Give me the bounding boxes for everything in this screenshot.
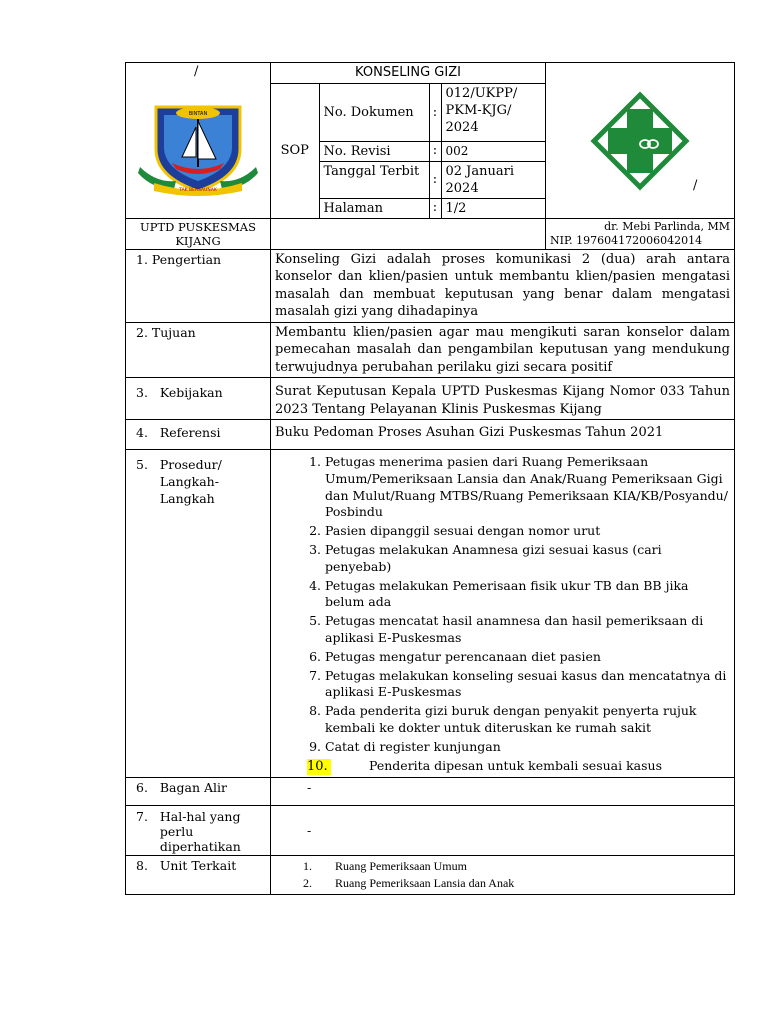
label-hal: 7. Hal-hal yang perlu diperhatikan (126, 806, 271, 856)
unit-list (275, 858, 730, 892)
left-logo-cell (126, 63, 271, 219)
document-title: KONSELING GIZI (271, 63, 545, 83)
signer-block (546, 218, 735, 249)
label-pengertian: 1. Pengertian (126, 249, 271, 322)
meta-sep-halaman: : (429, 198, 441, 218)
label-tujuan: 2. Tujuan (126, 322, 271, 378)
meta-sep-tanggal: : (429, 161, 441, 198)
step-item: 3. Petugas melakukan Anamnesa gizi sesuai kasus (cari penyebab) (325, 542, 730, 576)
bintan-regency-logo (136, 97, 260, 197)
step-item: 7. Petugas melakukan konseling sesuai kasus dan mencatatnya di aplikasi E-Puskesmas (325, 668, 730, 702)
unit-cell (271, 856, 735, 895)
step-item: 2. Pasien dipanggil sesuai dengan nomor urut (325, 523, 730, 540)
slash-left: / (194, 64, 199, 79)
sop-document (125, 62, 734, 895)
step-item: 8. Pada penderita gizi buruk dengan penyakit penyerta rujuk kembali ke dokter untuk diteruskan ke rumah sakit (325, 703, 730, 737)
label-prosedur: 5. Prosedur/ Langkah- Langkah (126, 450, 271, 778)
puskesmas-logo (590, 91, 690, 191)
step-item: 1. Petugas menerima pasien dari Ruang Pemeriksaan Umum/Pemeriksaan Lansia dan Anak/Ruang Pemeriksaan Gigi dan Mulut/Ruang MTBS/Ruang Pemeriksaan KIA/KB/Posyandu/ Posbindu (325, 454, 730, 521)
text-kebijakan: Surat Keputusan Kepala UPTD Puskesmas Kijang Nomor 033 Tahun 2023 Tentang Pelayanan Klinis Puskesmas Kijang (271, 378, 735, 420)
slash-right: / (693, 178, 698, 193)
text-bagan: - (271, 778, 735, 806)
step-10 (275, 758, 730, 776)
text-tujuan: Membantu klien/pasien agar mau mengikuti saran konselor dalam pemecahan masalah dan pengambilan keputusan yang mendukung terwujudnya perubahan perilaku gizi secara positif (271, 322, 735, 378)
sop-label: SOP (271, 83, 319, 218)
meta-value-tanggal: 02 Januari 2024 (441, 161, 545, 198)
meta-label-dokumen: No. Dokumen (319, 83, 429, 141)
signer-name: dr. Mebi Parlinda, MM (604, 219, 730, 233)
step-item: 9. Catat di register kunjungan (325, 739, 730, 756)
meta-label-halaman: Halaman (319, 198, 429, 218)
meta-value-revisi: 002 (441, 141, 545, 161)
sop-table (125, 62, 735, 895)
text-pengertian: Konseling Gizi adalah proses komunikasi 2 (dua) arah antara konselor dan klien/pasien untuk membantu klien/pasien mengatasi masalah dan membuat keputusan yang benar dalam mengatasi masalah gizi yang dihadapinya (271, 249, 735, 322)
logo-motto: TAK BERSAUNAK (179, 187, 217, 193)
label-kebijakan: 3. Kebijakan (126, 378, 271, 420)
right-logo-cell (546, 63, 735, 219)
step-10-text: Penderita dipesan untuk kembali sesuai kasus (369, 757, 662, 773)
unit-item: 1. Ruang Pemeriksaan Umum (315, 858, 730, 875)
label-unit: 8. Unit Terkait (126, 856, 271, 895)
step-item: 4. Petugas melakukan Pemerisaan fisik ukur TB dan BB jika belum ada (325, 578, 730, 612)
unit-item: 2. Ruang Pemeriksaan Lansia dan Anak (315, 875, 730, 892)
meta-value-dokumen: 012/UKPP/ PKM-KJG/ 2024 (441, 83, 545, 141)
header-middle-cell (271, 63, 546, 219)
prosedur-steps (275, 454, 730, 756)
header-inner-table (271, 63, 545, 218)
meta-sep-revisi: : (429, 141, 441, 161)
label-bagan: 6. Bagan Alir (126, 778, 271, 806)
meta-label-revisi: No. Revisi (319, 141, 429, 161)
meta-label-tanggal: Tanggal Terbit (319, 161, 429, 198)
text-hal: - (271, 806, 735, 856)
step-10-number: 10. (307, 759, 331, 776)
meta-value-halaman: 1/2 (441, 198, 545, 218)
signer-nip: NIP. 197604172006042014 (550, 233, 703, 247)
step-item: 5. Petugas mencatat hasil anamnesa dan hasil pemeriksaan di aplikasi E-Puskesmas (325, 613, 730, 647)
prosedur-steps-cell (271, 450, 735, 778)
text-referensi: Buku Pedoman Proses Asuhan Gizi Puskesmas Tahun 2021 (271, 420, 735, 450)
label-referensi: 4. Referensi (126, 420, 271, 450)
step-item: 6. Petugas mengatur perencanaan diet pasien (325, 649, 730, 666)
meta-sep-dokumen: : (429, 83, 441, 141)
org-name: UPTD PUSKESMAS KIJANG (126, 218, 271, 249)
org-spacer (271, 218, 546, 249)
logo-text-top: BINTAN (188, 110, 208, 117)
